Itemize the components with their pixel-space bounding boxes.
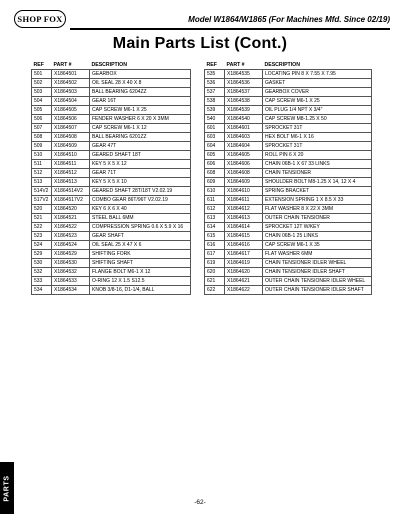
part-number-cell: X1864536 xyxy=(225,79,263,88)
part-number-cell: X1864614 xyxy=(225,223,263,232)
ref-cell: 523 xyxy=(32,232,52,241)
ref-cell: 533 xyxy=(32,277,52,286)
part-number-cell: X1864605 xyxy=(225,151,263,160)
description-cell: CAP SCREW M8-1.25 X 50 xyxy=(263,115,372,124)
description-cell: OIL PLUG 1/4 NPT X 3/4" xyxy=(263,106,372,115)
description-cell: GEAR 71T xyxy=(90,169,191,178)
description-cell: EXTENSION SPRING 1 X 8.5 X 33 xyxy=(263,196,372,205)
table-row xyxy=(205,232,372,241)
ref-cell: 501 xyxy=(32,70,52,79)
part-number-cell: X1864514V2 xyxy=(52,187,90,196)
description-cell: CHAIN TENSIONER xyxy=(263,169,372,178)
table-row xyxy=(32,250,191,259)
part-number-cell: X1864501 xyxy=(52,70,90,79)
part-number-cell: X1864521 xyxy=(52,214,90,223)
description-cell: CHAIN TENSIONER IDLER SHAFT xyxy=(263,268,372,277)
table-row xyxy=(205,79,372,88)
part-number-cell: X1864534 xyxy=(52,286,90,295)
ref-cell: 617 xyxy=(205,250,225,259)
header-rule xyxy=(70,28,390,30)
description-cell: CAP SCREW M6-1 X 25 xyxy=(90,106,191,115)
ref-cell: 513 xyxy=(32,178,52,187)
table-row xyxy=(32,169,191,178)
table-row xyxy=(205,169,372,178)
ref-cell: 535 xyxy=(205,70,225,79)
ref-cell: 503 xyxy=(32,88,52,97)
part-number-cell: X1864505 xyxy=(52,106,90,115)
description-cell: CAP SCREW M6-1 X 35 xyxy=(263,241,372,250)
table-row xyxy=(32,205,191,214)
ref-cell: 610 xyxy=(205,187,225,196)
ref-cell: 505 xyxy=(32,106,52,115)
table-row xyxy=(205,259,372,268)
side-tab-label: PARTS xyxy=(3,474,11,502)
description-cell: GEAR 47T xyxy=(90,142,191,151)
table-row xyxy=(205,223,372,232)
part-number-cell: X1864613 xyxy=(225,214,263,223)
description-cell: GEAR SHAFT xyxy=(90,232,191,241)
part-number-cell: X1864517V2 xyxy=(52,196,90,205)
ref-cell: 614 xyxy=(205,223,225,232)
description-cell: BALL BEARING 6201ZZ xyxy=(90,133,191,142)
col-header-ref: REF xyxy=(206,62,217,68)
table-row xyxy=(205,196,372,205)
description-cell: FENDER WASHER 6 X 20 X 3MM xyxy=(90,115,191,124)
ref-cell: 514V2 xyxy=(32,187,52,196)
table-row xyxy=(205,214,372,223)
part-number-cell: X1864537 xyxy=(225,88,263,97)
part-number-cell: X1864606 xyxy=(225,160,263,169)
table-row xyxy=(32,133,191,142)
table-header-row xyxy=(32,61,191,70)
part-number-cell: X1864513 xyxy=(52,178,90,187)
description-cell: SHOULDER BOLT M8-1.25 X 14, 12 X 4 xyxy=(263,178,372,187)
description-cell: OIL SEAL 28 X 40 X 8 xyxy=(90,79,191,88)
ref-cell: 502 xyxy=(32,79,52,88)
part-number-cell: X1864603 xyxy=(225,133,263,142)
description-cell: OUTER CHAIN TENSIONER IDLER WHEEL xyxy=(263,277,372,286)
ref-cell: 508 xyxy=(32,133,52,142)
table-row xyxy=(205,187,372,196)
ref-cell: 524 xyxy=(32,241,52,250)
table-row xyxy=(32,268,191,277)
part-number-cell: X1864610 xyxy=(225,187,263,196)
table-row xyxy=(32,286,191,295)
table-row xyxy=(205,151,372,160)
description-cell: SHIFTING FORK xyxy=(90,250,191,259)
ref-cell: 529 xyxy=(32,250,52,259)
description-cell: BALL BEARING 6204ZZ xyxy=(90,88,191,97)
table-row xyxy=(32,70,191,79)
part-number-cell: X1864532 xyxy=(52,268,90,277)
part-number-cell: X1864524 xyxy=(52,241,90,250)
table-row xyxy=(205,241,372,250)
part-number-cell: X1864609 xyxy=(225,178,263,187)
ref-cell: 615 xyxy=(205,232,225,241)
description-cell: OIL SEAL 25 X 47 X 6 xyxy=(90,241,191,250)
ref-cell: 619 xyxy=(205,259,225,268)
ref-cell: 605 xyxy=(205,151,225,160)
shop-fox-logo xyxy=(14,10,66,28)
description-cell: COMBO GEAR 86T/96T V2.02.19 xyxy=(90,196,191,205)
table-row xyxy=(32,124,191,133)
ref-cell: 603 xyxy=(205,133,225,142)
table-row xyxy=(32,151,191,160)
parts-side-tab xyxy=(0,462,14,514)
part-number-cell: X1864530 xyxy=(52,259,90,268)
page-number: -62- xyxy=(194,499,206,506)
ref-cell: 621 xyxy=(205,277,225,286)
ref-cell: 604 xyxy=(205,142,225,151)
part-number-cell: X1864503 xyxy=(52,88,90,97)
ref-cell: 622 xyxy=(205,286,225,295)
description-cell: GEARBOX COVER xyxy=(263,88,372,97)
description-cell: GASKET xyxy=(263,79,372,88)
ref-cell: 510 xyxy=(32,151,52,160)
part-number-cell: X1864604 xyxy=(225,142,263,151)
parts-table-right xyxy=(204,61,372,295)
part-number-cell: X1864538 xyxy=(225,97,263,106)
table-row xyxy=(32,115,191,124)
ref-cell: 537 xyxy=(205,88,225,97)
table-header-row xyxy=(205,61,372,70)
ref-cell: 509 xyxy=(32,142,52,151)
table-row xyxy=(205,178,372,187)
description-cell: OUTER CHAIN TENSIONER xyxy=(263,214,372,223)
table-row xyxy=(205,142,372,151)
table-row xyxy=(205,205,372,214)
ref-cell: 616 xyxy=(205,241,225,250)
part-number-cell: X1864533 xyxy=(52,277,90,286)
table-row xyxy=(205,286,372,295)
part-number-cell: X1864507 xyxy=(52,124,90,133)
part-number-cell: X1864522 xyxy=(52,223,90,232)
part-number-cell: X1864509 xyxy=(52,142,90,151)
part-number-cell: X1864510 xyxy=(52,151,90,160)
page-title: Main Parts List (Cont.) xyxy=(112,35,288,52)
part-number-cell: X1864512 xyxy=(52,169,90,178)
col-header-ref: REF xyxy=(33,62,44,68)
part-number-cell: X1864506 xyxy=(52,115,90,124)
ref-cell: 608 xyxy=(205,169,225,178)
description-cell: SPROCKET 31T xyxy=(263,124,372,133)
table-row xyxy=(32,196,191,205)
ref-cell: 511 xyxy=(32,160,52,169)
col-header-part: PART # xyxy=(226,62,245,68)
table-row xyxy=(32,160,191,169)
ref-cell: 520 xyxy=(32,205,52,214)
ref-cell: 504 xyxy=(32,97,52,106)
table-row xyxy=(32,88,191,97)
part-number-cell: X1864601 xyxy=(225,124,263,133)
ref-cell: 609 xyxy=(205,178,225,187)
description-cell: GEARED SHAFT 28T/18T V2.02.19 xyxy=(90,187,191,196)
part-number-cell: X1864504 xyxy=(52,97,90,106)
table-row xyxy=(205,106,372,115)
ref-cell: 612 xyxy=(205,205,225,214)
description-cell: LOCATING PIN 8 X 7.55 X 7.95 xyxy=(263,70,372,79)
description-cell: KEY 6 X 6 X 40 xyxy=(90,205,191,214)
table-row xyxy=(32,259,191,268)
table-row xyxy=(32,187,191,196)
ref-cell: 522 xyxy=(32,223,52,232)
description-cell: CHAIN TENSIONER IDLER WHEEL xyxy=(263,259,372,268)
description-cell: FLAT WASHER 6MM xyxy=(263,250,372,259)
part-number-cell: X1864539 xyxy=(225,106,263,115)
description-cell: KEY 5 X 5 X 10 xyxy=(90,178,191,187)
description-cell: FLAT WASHER 8 X 22 X 3MM xyxy=(263,205,372,214)
ref-cell: 539 xyxy=(205,106,225,115)
col-header-part: PART # xyxy=(53,62,72,68)
col-header-description: DESCRIPTION xyxy=(264,62,300,68)
part-number-cell: X1864620 xyxy=(225,268,263,277)
description-cell: COMPRESSION SPRING 0.6 X 5.9 X 16 xyxy=(90,223,191,232)
part-number-cell: X1864523 xyxy=(52,232,90,241)
description-cell: STEEL BALL 6MM xyxy=(90,214,191,223)
table-row xyxy=(32,223,191,232)
ref-cell: 540 xyxy=(205,115,225,124)
table-row xyxy=(205,88,372,97)
description-cell: O-RING 12 X 1.5 S12.5 xyxy=(90,277,191,286)
ref-cell: 517V2 xyxy=(32,196,52,205)
model-line: Model W1864/W1865 (For Machines Mfd. Since 02/19) xyxy=(188,15,390,24)
part-number-cell: X1864502 xyxy=(52,79,90,88)
part-number-cell: X1864511 xyxy=(52,160,90,169)
ref-cell: 611 xyxy=(205,196,225,205)
col-header-description: DESCRIPTION xyxy=(91,62,127,68)
part-number-cell: X1864617 xyxy=(225,250,263,259)
table-row xyxy=(32,142,191,151)
part-number-cell: X1864520 xyxy=(52,205,90,214)
description-cell: ROLL PIN 6 X 20 xyxy=(263,151,372,160)
part-number-cell: X1864608 xyxy=(225,169,263,178)
description-cell: HEX BOLT M6-1 X 16 xyxy=(263,133,372,142)
table-row xyxy=(32,214,191,223)
table-row xyxy=(205,133,372,142)
table-row xyxy=(205,115,372,124)
ref-cell: 620 xyxy=(205,268,225,277)
table-row xyxy=(205,160,372,169)
table-row xyxy=(32,106,191,115)
description-cell: KEY 5 X 5 X 12 xyxy=(90,160,191,169)
ref-cell: 536 xyxy=(205,79,225,88)
table-row xyxy=(205,124,372,133)
ref-cell: 613 xyxy=(205,214,225,223)
part-number-cell: X1864615 xyxy=(225,232,263,241)
ref-cell: 512 xyxy=(32,169,52,178)
table-row xyxy=(32,232,191,241)
description-cell: SPRING BRACKET xyxy=(263,187,372,196)
page-header xyxy=(14,9,390,31)
table-row xyxy=(205,268,372,277)
description-cell: CHAIN 06B-1 25 LINKS xyxy=(263,232,372,241)
ref-cell: 538 xyxy=(205,97,225,106)
description-cell: FLANGE BOLT M6-1 X 12 xyxy=(90,268,191,277)
ref-cell: 521 xyxy=(32,214,52,223)
description-cell: OUTER CHAIN TENSIONER IDLER SHAFT xyxy=(263,286,372,295)
part-number-cell: X1864616 xyxy=(225,241,263,250)
part-number-cell: X1864529 xyxy=(52,250,90,259)
description-cell: KNOB 3/8-16, D1-1/4, BALL xyxy=(90,286,191,295)
parts-table-right-body xyxy=(205,70,372,295)
parts-table-left xyxy=(31,61,191,295)
part-number-cell: X1864619 xyxy=(225,259,263,268)
part-number-cell: X1864622 xyxy=(225,286,263,295)
table-row xyxy=(32,79,191,88)
part-number-cell: X1864540 xyxy=(225,115,263,124)
table-row xyxy=(32,277,191,286)
table-row xyxy=(32,178,191,187)
table-row xyxy=(205,277,372,286)
description-cell: GEARED SHAFT 18T xyxy=(90,151,191,160)
description-cell: SPROCKET 31T xyxy=(263,142,372,151)
part-number-cell: X1864612 xyxy=(225,205,263,214)
table-row xyxy=(205,97,372,106)
table-row xyxy=(32,97,191,106)
part-number-cell: X1864621 xyxy=(225,277,263,286)
ref-cell: 530 xyxy=(32,259,52,268)
part-number-cell: X1864535 xyxy=(225,70,263,79)
ref-cell: 507 xyxy=(32,124,52,133)
table-row xyxy=(32,241,191,250)
ref-cell: 606 xyxy=(205,160,225,169)
description-cell: SPROCKET 12T W/KEY xyxy=(263,223,372,232)
parts-table-left-body xyxy=(32,70,191,295)
table-row xyxy=(205,250,372,259)
description-cell: CAP SCREW M6-1 X 25 xyxy=(263,97,372,106)
part-number-cell: X1864611 xyxy=(225,196,263,205)
ref-cell: 532 xyxy=(32,268,52,277)
description-cell: GEARBOX xyxy=(90,70,191,79)
table-row xyxy=(205,70,372,79)
logo-text: SHOP FOX xyxy=(17,14,63,24)
description-cell: SHIFTING SHAFT xyxy=(90,259,191,268)
ref-cell: 601 xyxy=(205,124,225,133)
description-cell: GEAR 16T xyxy=(90,97,191,106)
ref-cell: 506 xyxy=(32,115,52,124)
description-cell: CAP SCREW M6-1 X 12 xyxy=(90,124,191,133)
description-cell: CHAIN 06B-1 X 67 33 LINKS xyxy=(263,160,372,169)
ref-cell: 534 xyxy=(32,286,52,295)
part-number-cell: X1864508 xyxy=(52,133,90,142)
